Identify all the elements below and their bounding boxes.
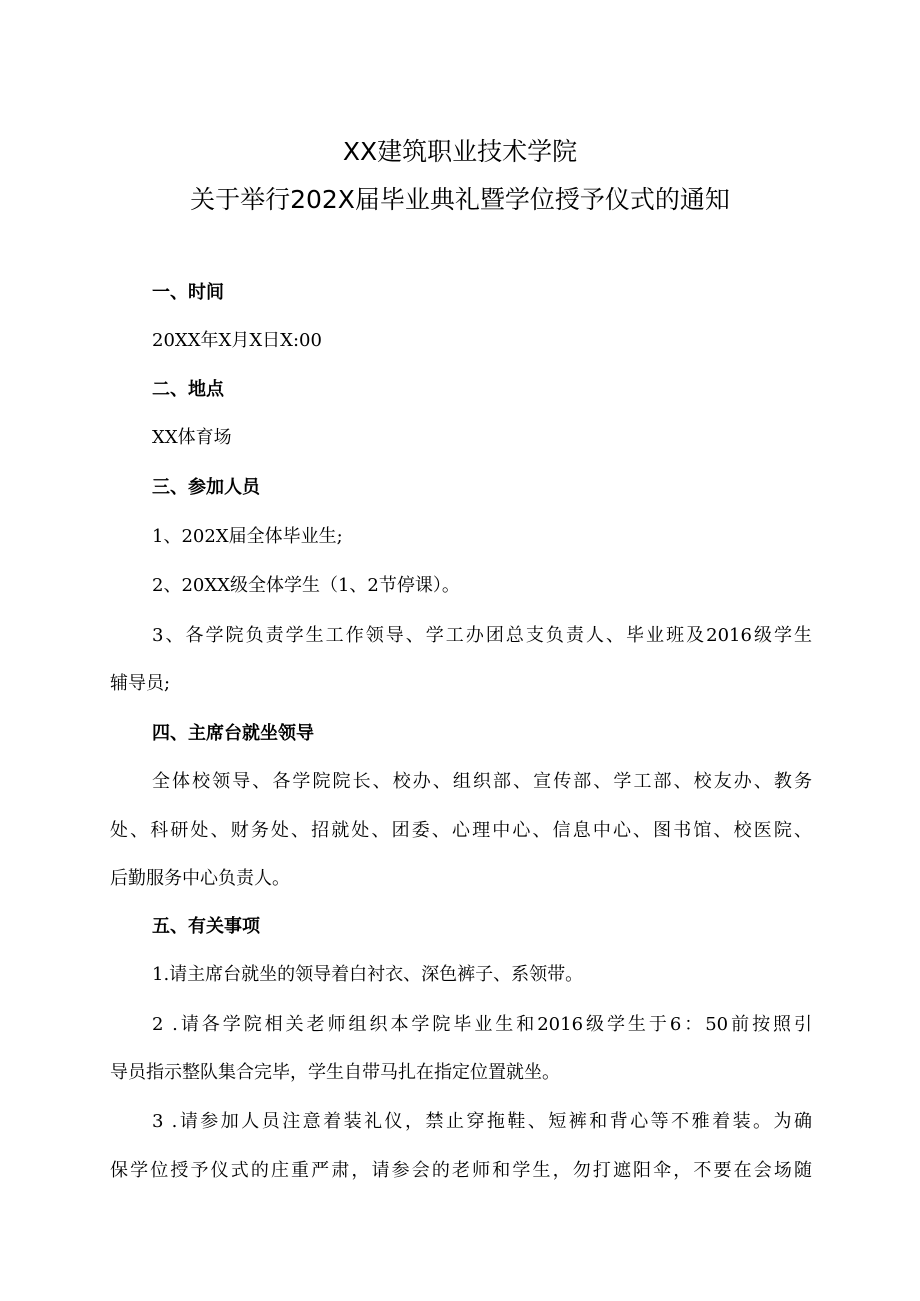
section-heading-time: 一、时间 (152, 282, 224, 303)
notice-title: 关于举行202X届毕业典礼暨学位授予仪式的通知 (190, 185, 730, 214)
participants-item-1: 1、202X届全体毕业生; (152, 526, 343, 547)
rostrum-leaders-line-2: 处、科研处、财务处、招就处、团委、心理中心、信息中心、图书馆、校医院、 (110, 820, 812, 841)
notes-item-2-line-1: 2 .请各学院相关老师组织本学院毕业生和2016级学生于6：50前按照引 (152, 1014, 812, 1035)
section-heading-location: 二、地点 (152, 379, 224, 400)
section-heading-notes: 五、有关事项 (152, 916, 260, 937)
participants-item-3-line-2: 辅导员; (110, 673, 171, 694)
notes-item-2-line-2: 导员指示整队集合完毕，学生自带马扎在指定位置就坐。 (110, 1062, 560, 1083)
location-value: XX体育场 (152, 427, 232, 448)
rostrum-leaders-line-1: 全体校领导、各学院院长、校办、组织部、宣传部、学工部、校友办、教务 (152, 771, 812, 792)
school-name-title: XX建筑职业技术学院 (342, 137, 578, 166)
notes-item-1: 1.请主席台就坐的领导着白衬衣、深色裤子、系领带。 (152, 964, 584, 985)
section-heading-rostrum-leaders: 四、主席台就坐领导 (152, 723, 314, 744)
section-heading-participants: 三、参加人员 (152, 477, 260, 498)
time-value: 20XX年X月X日X:00 (152, 330, 322, 351)
notes-item-3-line-2: 保学位授予仪式的庄重严肃，请参会的老师和学生，勿打遮阳伞，不要在会场随 (110, 1160, 812, 1181)
participants-item-2: 2、20XX级全体学生（1、2节停课）。 (152, 575, 460, 596)
participants-item-3-line-1: 3、各学院负责学生工作领导、学工办团总支负责人、毕业班及2016级学生 (152, 625, 812, 646)
notes-item-3-line-1: 3 .请参加人员注意着装礼仪，禁止穿拖鞋、短裤和背心等不雅着装。为确 (152, 1111, 812, 1132)
rostrum-leaders-line-3: 后勤服务中心负责人。 (110, 868, 290, 889)
